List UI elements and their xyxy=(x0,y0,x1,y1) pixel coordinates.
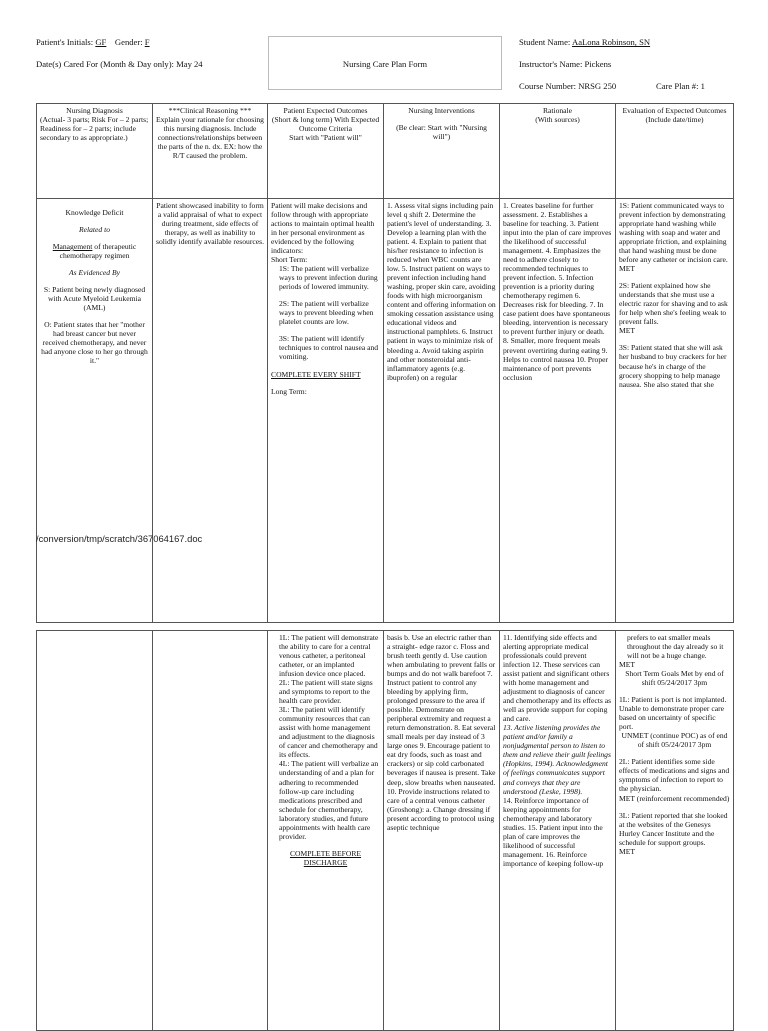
col-title: Patient Expected Outcomes xyxy=(283,106,368,115)
col-sub: Explain your rationale for choosing this nursing diagnosis. Include connections/relationships between the parts of the n. dx. EX: how the R/T caused the problem. xyxy=(156,115,264,161)
table-header-row xyxy=(37,104,734,199)
col-title: Nursing Diagnosis xyxy=(66,106,123,115)
evaluation-1l: 1L: Patient is port is not implanted. Unable to demonstrate proper care based on uncertainty of specific port. xyxy=(619,695,727,732)
dates-cared xyxy=(36,59,203,69)
evaluation-3l: 3L: Patient reported that she looked at the websites of the Genesys Hurley Cancer Institute and the schedule for support groups. xyxy=(619,810,728,847)
care-plan-number xyxy=(656,81,705,91)
col-title: Rationale xyxy=(542,106,573,115)
rationale-cell xyxy=(500,199,616,623)
dates-label: Date(s) Cared For (Month & Day only): xyxy=(36,59,174,69)
col-sub: (Be clear: Start with "Nursing will") xyxy=(396,123,487,142)
diagnosis-cell-cont xyxy=(37,631,153,1031)
evidenced-by: As Evidenced By xyxy=(68,268,121,278)
outcomes-intro: Patient will make decisions and follow through with appropriate actions to maintain optimal health in her personal environment as evidenced by the following indicators: xyxy=(271,201,375,256)
care-plan-table-page2 xyxy=(36,630,734,1031)
form-title: Nursing Care Plan Form xyxy=(342,59,428,69)
rationale-text: 1. Creates baseline for further assessment. 2. Establishes a baseline for teaching. 3. Patient input into the plan of care improves the likelihood of successful management. 4. Emphasizes the need to adhere closely to recommended techniques to prevent infection. 5. Infection prevention is a priority during chemotherapy regimen 6. Decreases risk for bleeding. 7. In case patient does have spontaneous bleeding, intervention is necessary to prevent further injury or death. 8. Smaller, more frequent meals prevent overtiring during eating 9. Helps to control nausea 10. Proper maintenance of port prevents occlusion xyxy=(503,201,612,382)
course-label: Course Number: xyxy=(519,81,577,91)
short-term-label: Short Term: xyxy=(271,255,308,265)
evaluation-3s-status: MET xyxy=(619,660,636,670)
outcome-3l: 3L: The patient will identify community resources that can assist with home management and adjustment to the diagnosis of cancer and chemotherapy and its effects. xyxy=(279,705,378,760)
instructor-name xyxy=(519,59,611,69)
rationale-text-a: 11. Identifying side effects and alerting appropriate medical professionals could prevent infection 12. These services can assist patient and significant others with home management and adjustment to diagnosis of cancer and chemotherapy and its effects as well as provide support for coping and care. xyxy=(503,633,612,724)
subjective-data: S: Patient being newly diagnosed with Acute Myeloid Leukemia (AML) xyxy=(43,285,146,313)
col-sub: (Include date/time) xyxy=(645,115,704,125)
outcome-1l: 1L: The patient will demonstrate the ability to care for a central venous catheter, a peritoneal catheter, or an implanted infusion device once placed. xyxy=(279,633,379,679)
evaluation-cell-cont xyxy=(616,631,734,1031)
interventions-cell xyxy=(384,199,500,623)
diagnosis-title: Knowledge Deficit xyxy=(65,208,124,217)
interventions-text: basis b. Use an electric rather than a straight- edge razor c. Floss and brush teeth gently d. Use caution when ambulating to prevent falls or bumps and do not walk barefoot 7. Instruct patient to control any bleeding by applying firm, prolonged pressure to the area if possible. Demonstrate on peripheral extremity and request a return demonstration. 8. Eat several small meals per day instead of 3 large ones 9. Encourage patient to eat dry foods, such as toast and crackers) or sip cold carbonated beverages if nausea is present. Take deep, slow breaths when nauseated. 10. Provide instructions related to care of a central venous catheter (Groshong): a. Change dressing if present according to protocol using aseptic technique xyxy=(387,633,496,832)
outcome-3s: 3S: The patient will identify techniques to control nausea and vomiting. xyxy=(279,334,379,362)
careplan-value: 1 xyxy=(700,81,705,91)
gender-value: F xyxy=(144,37,150,47)
student-value: AaLona Robinson, SN xyxy=(572,37,651,47)
gender-label: Gender: xyxy=(114,37,143,47)
col-title: Nursing Interventions xyxy=(408,106,475,115)
objective-data: O: Patient states that her "mother had breast cancer but never received chemotherapy, and never had anyone close to her go through it." xyxy=(41,320,148,366)
evaluation-3s-cont: prefers to eat smaller meals throughout the day already so it will not be a huge change. xyxy=(627,633,724,661)
table-body-row xyxy=(37,199,734,623)
col-sub2: Start with "Patient will" xyxy=(289,133,362,143)
reasoning-cell xyxy=(153,199,268,623)
interventions-text: 1. Assess vital signs including pain level q shift 2. Determine the patient's level of understanding. 3. Develop a learning plan with the patient. 4. Explain to patient that his/her resistance to infection is reduced when WBC counts are low. 5. Instruct patient on ways to prevent infection including hand washing, proper skin care, avoiding foods with high microorganism content and offering information on smoking cessation assistance using educational videos and instructional pamphlets. 6. Instruct patient in ways to minimize risk of bleeding a. Avoid taking aspirin and other nonsteroidal anti-inflammatory agents (e.g. ibuprofen) on a regular xyxy=(387,201,496,382)
rationale-text-c: 14. Reinforce importance of keeping appointments for chemotherapy and laboratory studies. 15. Patient input into the plan of care improves the likelihood of successful management. 16. Reinforce importance of keeping follow-up xyxy=(503,795,604,868)
header-evaluation xyxy=(616,104,734,199)
student-name xyxy=(519,37,650,47)
header-rationale xyxy=(500,104,616,199)
evaluation-1s: 1S: Patient communicated ways to prevent infection by demonstrating appropriate hand washing while washing with soap and water and appropriate friction, and explaining that hand washing must be done before any catheter or incision care. xyxy=(619,201,728,265)
outcomes-cell xyxy=(268,199,384,623)
reasoning-text: Patient showcased inability to form a valid appraisal of what to expect during treatment, side effects of therapy, as well as inability to solidly identify available resources. xyxy=(156,201,264,247)
col-sub: (Actual- 3 parts; Risk For – 2 parts; Readiness for – 2 parts; include secondary to as appropriate.) xyxy=(40,115,149,143)
evaluation-3s: 3S: Patient stated that she will ask her husband to buy crackers for her because he's in charge of the grocery shopping to help manage nausea. She also stated that she xyxy=(619,343,727,389)
dates-value: May 24 xyxy=(176,59,203,69)
long-term-label: Long Term: xyxy=(271,386,307,396)
diagnosis-cell xyxy=(37,199,153,623)
outcome-4l: 4L: The patient will verbalize an understanding of and a plan for adhering to recommended follow-up care including medications prescribed and schedule for chemotherapy, laboratory studies, and future appointments with health care provider. xyxy=(279,759,379,841)
initials-label: Patient's Initials: xyxy=(36,37,94,47)
care-plan-table-page1 xyxy=(36,103,734,623)
table-body-row xyxy=(37,631,734,1031)
evaluation-3l-status: MET xyxy=(619,846,636,856)
careplan-label: Care Plan #: xyxy=(656,81,699,91)
evaluation-1s-status: MET xyxy=(619,264,636,274)
header-expected-outcomes xyxy=(268,104,384,199)
evaluation-2l-status: MET (reinforcement recommended) xyxy=(619,793,730,803)
header-nursing-diagnosis xyxy=(37,104,153,199)
header-clinical-reasoning xyxy=(153,104,268,199)
outcomes-cell-cont xyxy=(268,631,384,1031)
complete-before-discharge: COMPLETE BEFORE DISCHARGE xyxy=(289,848,362,867)
initials-value: GF xyxy=(95,37,107,47)
header-nursing-interventions xyxy=(384,104,500,199)
evaluation-1l-status: UNMET (continue POC) as of end of shift 05/24/2017 3pm xyxy=(621,731,728,750)
rationale-text-b: 13. Active listening provides the patient and/or family a nonjudgmental person to listen to them and relieve their guilt feelings (Hopkins, 1994). Acknowledgment of feelings communicates support and conveys that they are understood (Leske, 1998). xyxy=(503,723,611,796)
short-term-goals-met: Short Term Goals Met by end of shift 05/24/2017 3pm xyxy=(625,669,724,688)
evaluation-2l: 2L: Patient identifies some side effects of medications and signs and symptoms of infection to report to the physician. xyxy=(619,757,730,794)
outcome-2l: 2L: The patient will state signs and symptoms to report to the health care provider. xyxy=(279,678,373,706)
instructor-value: Pickens xyxy=(584,59,612,69)
patient-initials xyxy=(36,37,150,47)
form-title-box xyxy=(268,36,502,90)
interventions-cell-cont xyxy=(384,631,500,1031)
management-word: Management xyxy=(52,242,93,252)
related-to: Related to xyxy=(79,225,110,235)
instructor-label: Instructor's Name: xyxy=(519,59,583,69)
course-number xyxy=(519,81,616,91)
course-value: NRSG 250 xyxy=(578,81,617,91)
management-rest: of therapeutic chemotherapy regimen xyxy=(59,242,137,261)
evaluation-cell xyxy=(616,199,734,623)
col-sub: (With sources) xyxy=(535,115,580,125)
evaluation-2s-status: MET xyxy=(619,326,636,336)
col-title: Evaluation of Expected Outcomes xyxy=(622,106,727,115)
complete-every-shift: COMPLETE EVERY SHIFT xyxy=(271,369,361,379)
document-path: /conversion/tmp/scratch/367064167.doc xyxy=(36,533,203,544)
rationale-cell-cont xyxy=(500,631,616,1031)
outcome-2s: 2S: The patient will verbalize ways to prevent bleeding when platelet counts are low. xyxy=(279,299,374,327)
col-sub: (Short & long term) With Expected Outcome Criteria xyxy=(271,115,380,134)
outcome-1s: 1S: The patient will verbalize ways to prevent infection during periods of lowered immunity. xyxy=(279,264,378,292)
reasoning-cell-cont xyxy=(153,631,268,1031)
evaluation-2s: 2S: Patient explained how she understands that she must use a electric razor for shaving and to ask for help when she's feeling weak to prevent falls. xyxy=(619,281,728,327)
student-label: Student Name: xyxy=(519,37,571,47)
col-title: ***Clinical Reasoning *** xyxy=(168,106,252,115)
